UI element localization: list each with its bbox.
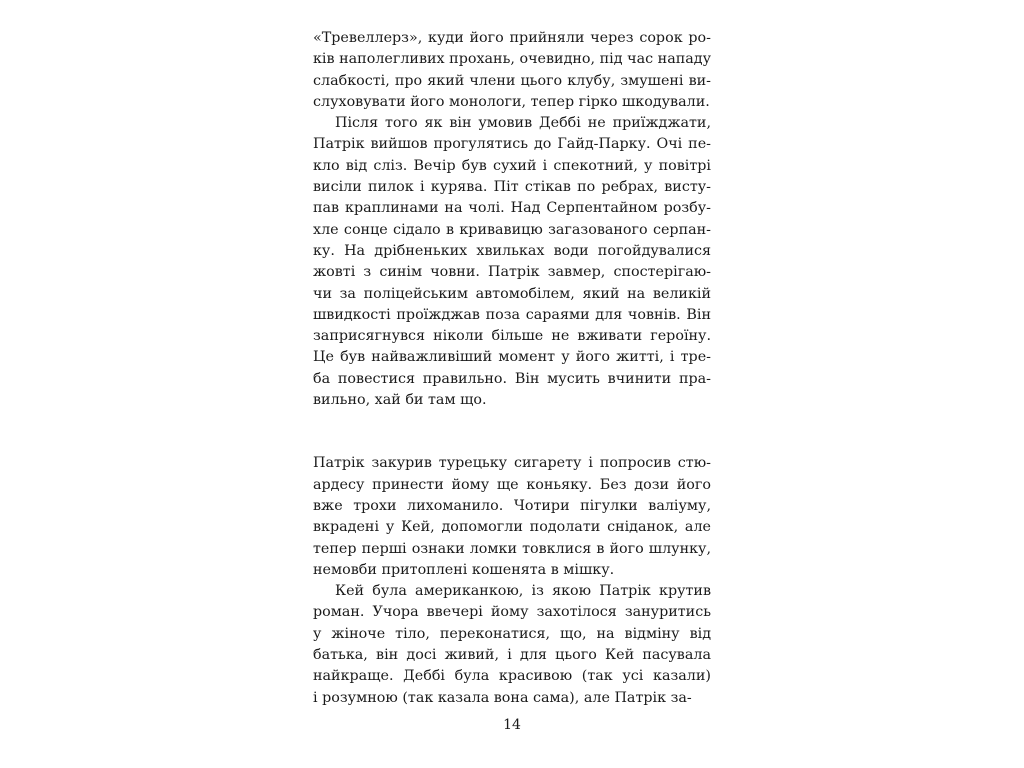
paragraph (313, 453, 711, 581)
paragraph (313, 581, 711, 709)
text-line: Кей була американкою, із якою Патрік крутив (335, 583, 711, 600)
text-line: тепер перші ознаки ломки товклися в його шлунку, (313, 540, 711, 557)
text-line: швидкості проїжджав поза сараями для човнів. Він (313, 306, 711, 323)
text-column (313, 28, 711, 709)
section-break (313, 411, 711, 453)
page-number: 14 (503, 717, 521, 733)
text-line: у жіноче тіло, переконатися, що, на відміну від (313, 625, 711, 642)
text-line: ардесу принести йому ще коньяку. Без дози його (313, 476, 711, 493)
paragraph (313, 113, 711, 411)
text-section (313, 453, 711, 709)
text-section (313, 28, 711, 411)
text-line: чи за поліцейським автомобілем, який на великій (313, 285, 711, 302)
text-line: заприсягнувся ніколи більше не вживати героїну. (313, 328, 711, 345)
text-line: «Тревеллерз», куди його прийняли через сорок ро- (313, 30, 711, 46)
text-line: вкрадені у Кей, допомогли подолати сніданок, але (313, 519, 711, 536)
text-line: немовби притоплені кошенята в мішку. (313, 561, 615, 578)
text-line: Патрік вийшов прогулятись до Гайд-Парку. Очі пе- (313, 136, 711, 153)
text-line: слабкості, про який члени цього клубу, змушені ви- (313, 72, 711, 89)
text-line: Це був найважливіший момент у його житті, і тре- (313, 349, 711, 366)
text-line: вже трохи лихоманило. Чотири пігулки валіуму, (313, 497, 711, 514)
text-line: і розумною (так казала вона сама), але Патрік за- (313, 689, 692, 706)
text-line: роман. Учора ввечері йому захотілося зануритись (313, 604, 711, 621)
text-line: ків наполегливих прохань, очевидно, під час нападу (313, 51, 711, 68)
text-line: висіли пилок і курява. Піт стікав по ребрах, висту- (313, 179, 711, 196)
text-line: жовті з синім човни. Патрік завмер, спостерігаю- (313, 264, 711, 281)
text-line: хле сонце сідало в кривавицю загазованого серпан- (313, 221, 711, 238)
text-line: слуховувати його монологи, тепер гірко шкодували. (313, 93, 710, 110)
text-line: вильно, хай би там що. (313, 392, 487, 409)
text-line: найкраще. Деббі була красивою (так усі казали) (313, 668, 711, 685)
text-line: ку. На дрібненьких хвильках води погойдувалися (313, 242, 711, 259)
paragraph (313, 28, 711, 113)
text-line: ба повестися правильно. Він мусить вчинити пра- (313, 370, 711, 387)
text-line: батька, він досі живий, і для цього Кей пасувала (313, 647, 711, 664)
text-line: Після того як він умовив Деббі не приїжджати, (335, 115, 711, 132)
text-line: Патрік закурив турецьку сигарету і попросив стю- (313, 455, 711, 472)
text-line: пав краплинами на чолі. Над Серпентайном розбу- (313, 200, 711, 217)
text-line: кло від сліз. Вечір був сухий і спекотний, у повітрі (313, 157, 711, 174)
